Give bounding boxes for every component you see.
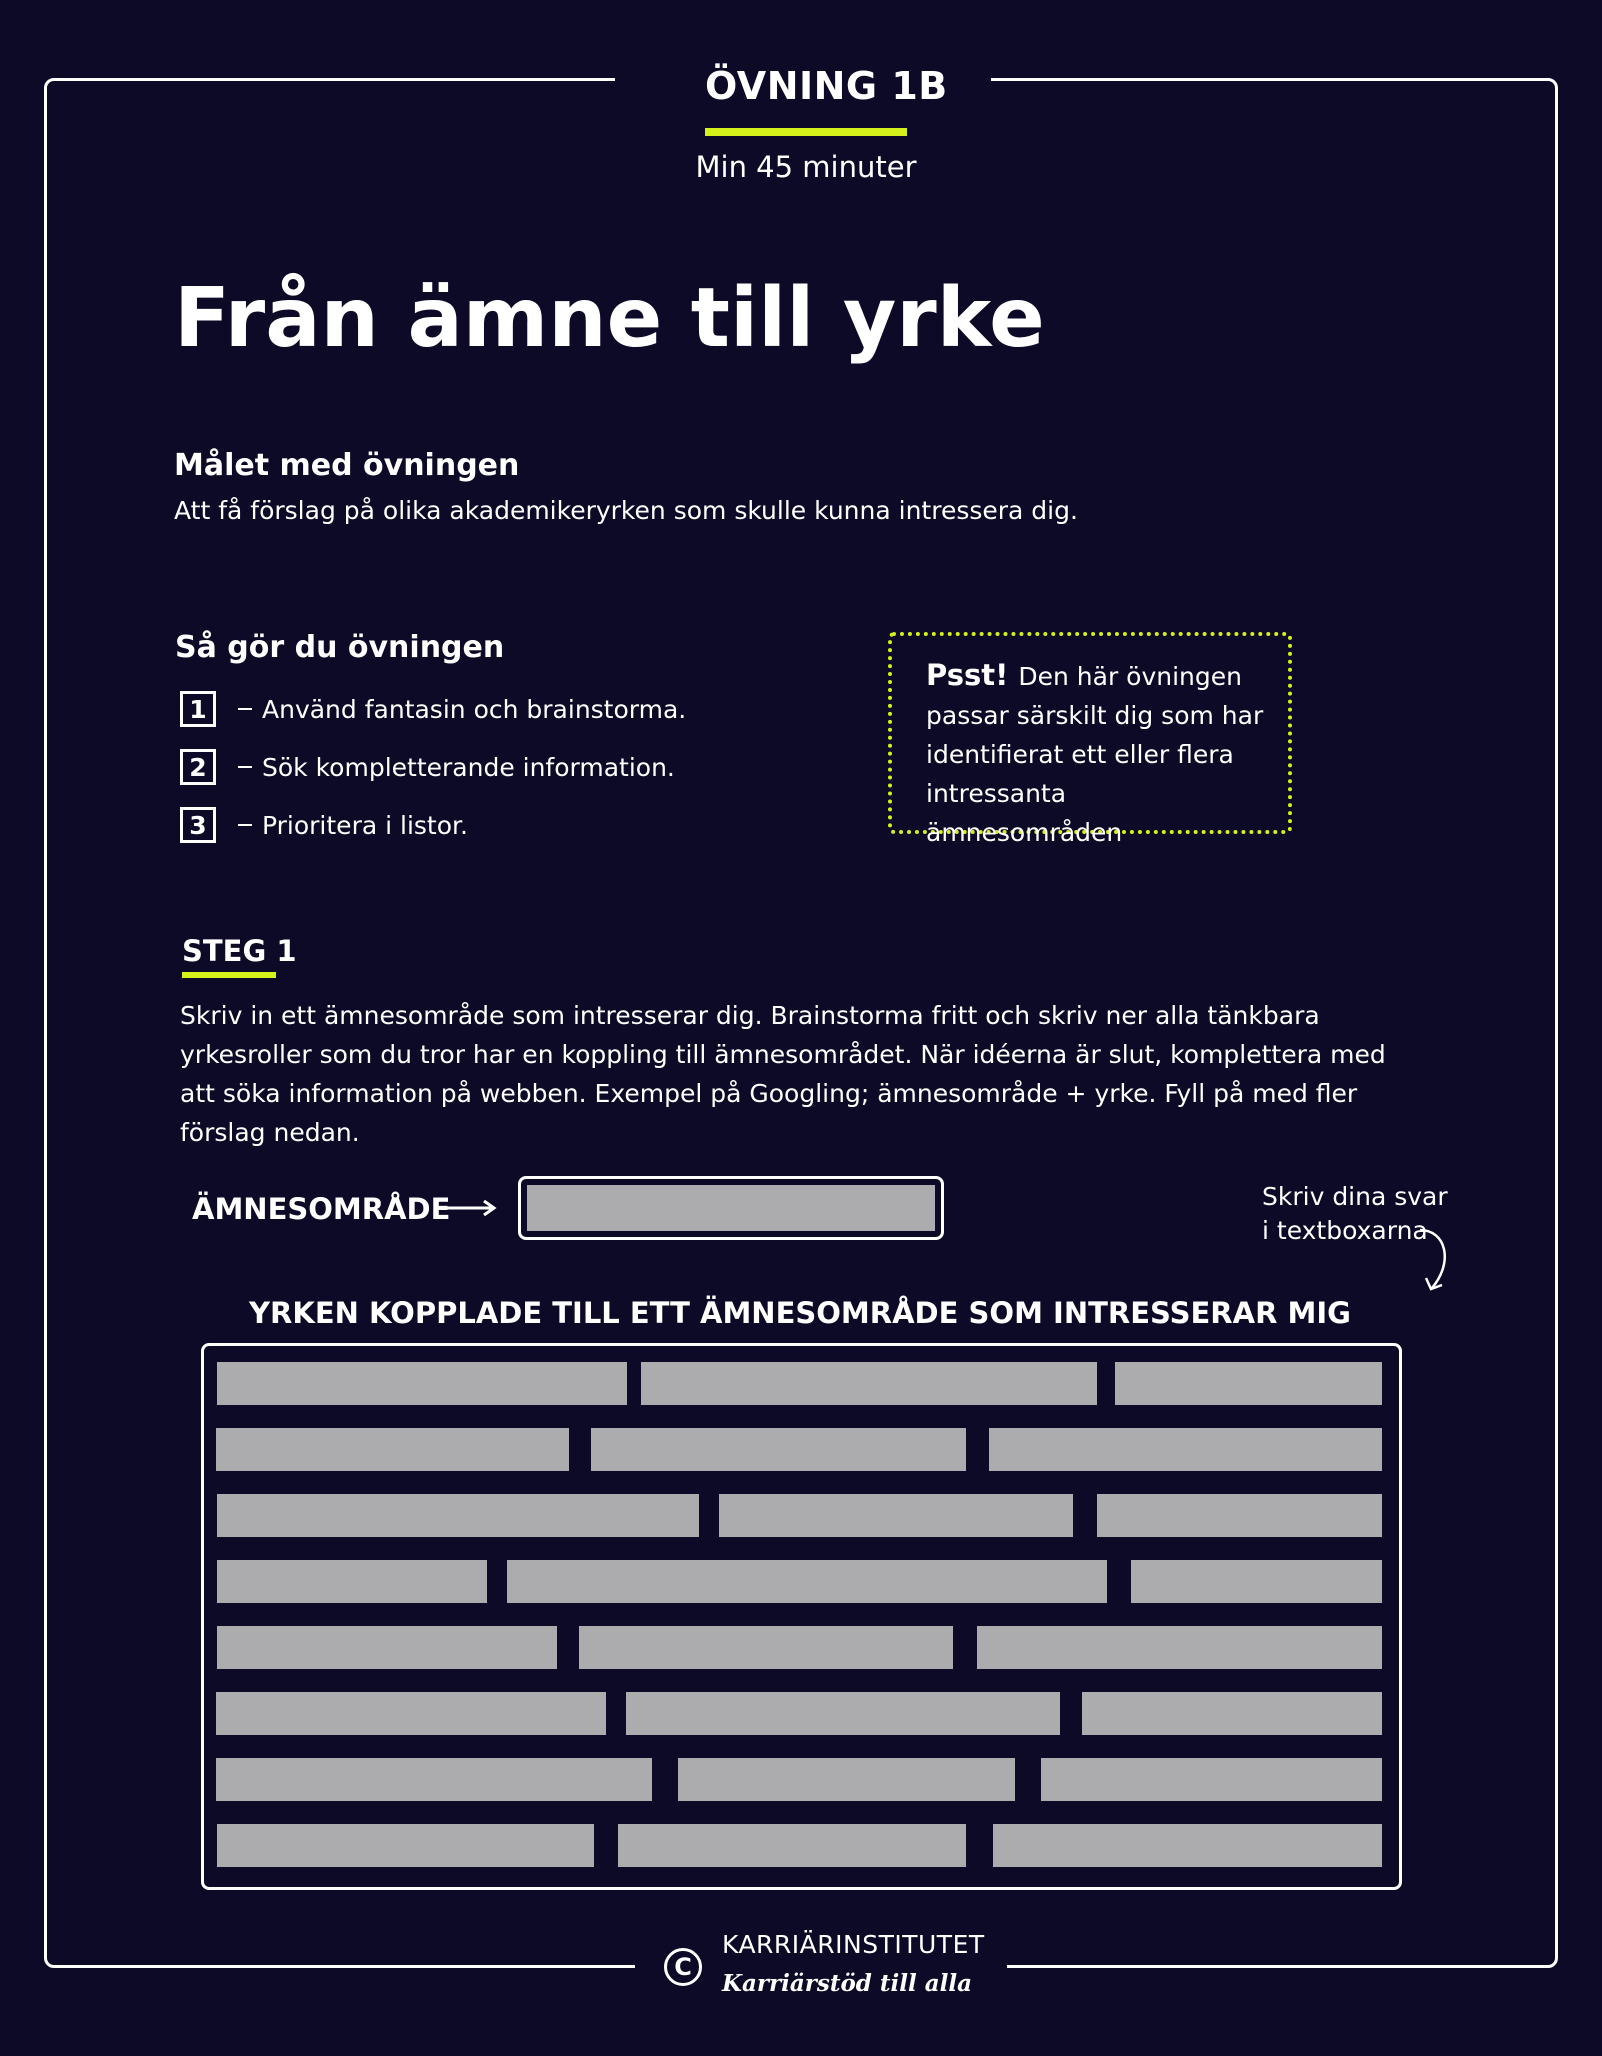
instruction-steps	[180, 688, 686, 862]
answer-textbox[interactable]	[216, 1692, 606, 1735]
arrow-right-icon	[434, 1197, 500, 1219]
answer-textbox[interactable]	[993, 1824, 1382, 1867]
subject-area-input[interactable]	[527, 1185, 935, 1231]
psst-callout	[888, 632, 1292, 847]
answer-textbox[interactable]	[977, 1626, 1382, 1669]
step1-label-underline	[182, 972, 276, 978]
answer-textbox[interactable]	[217, 1560, 487, 1603]
step-text: Prioritera i listor.	[262, 810, 468, 840]
step-dash	[238, 824, 252, 826]
curved-arrow-icon	[1412, 1222, 1462, 1296]
page-title: Från ämne till yrke	[174, 271, 1045, 366]
answer-textbox[interactable]	[618, 1824, 966, 1867]
answer-textbox[interactable]	[216, 1758, 652, 1801]
answer-textbox[interactable]	[1097, 1494, 1382, 1537]
answer-textbox[interactable]	[217, 1362, 627, 1405]
how-heading: Så gör du övningen	[175, 630, 505, 665]
step1-instructions: Skriv in ett ämnesområde som intresserar dig. Brainstorma fritt och skriv ner alla tänkbara yrkesroller som du tror har en koppling till ämnesområdet. När idéerna är slut, komplettera med att söka information på webben. Exempel på Googling; ämnesområde + yrke. Fyll på med fler förslag nedan.	[180, 1001, 1386, 1147]
copyright-icon: C	[664, 1948, 702, 1986]
answer-textbox[interactable]	[217, 1824, 594, 1867]
answers-heading: YRKEN KOPPLADE TILL ETT ÄMNESOMRÅDE SOM INTRESSERAR MIG	[249, 1296, 1351, 1330]
subject-area-field-frame	[518, 1176, 944, 1240]
exercise-label-underline	[705, 128, 907, 136]
organization-name: KARRIÄRINSTITUTET	[722, 1930, 985, 1959]
answer-hint-line: Skriv dina svar	[1262, 1182, 1448, 1211]
answer-textbox[interactable]	[1082, 1692, 1382, 1735]
exercise-duration: Min 45 minuter	[695, 150, 917, 184]
answer-textbox[interactable]	[719, 1494, 1073, 1537]
answer-textbox[interactable]	[989, 1428, 1382, 1471]
step-number-badge: 3	[180, 807, 216, 843]
organization-tagline: Karriärstöd till alla	[722, 1970, 973, 1997]
answer-textbox[interactable]	[1131, 1560, 1382, 1603]
exercise-label: ÖVNING 1B	[705, 64, 948, 108]
psst-text: Den här övningen passar särskilt dig som har identifierat ett eller flera intressanta ämnesområden	[926, 662, 1264, 847]
step-number-badge: 1	[180, 691, 216, 727]
step-dash	[238, 766, 252, 768]
instruction-step	[180, 804, 686, 846]
step-number-badge: 2	[180, 749, 216, 785]
step-dash	[238, 708, 252, 710]
answer-textbox[interactable]	[1041, 1758, 1382, 1801]
subject-area-label: ÄMNESOMRÅDE	[192, 1192, 451, 1226]
answer-textbox[interactable]	[507, 1560, 1107, 1603]
instruction-step	[180, 688, 686, 730]
answer-textbox[interactable]	[678, 1758, 1015, 1801]
instruction-step	[180, 746, 686, 788]
answer-textbox[interactable]	[217, 1494, 699, 1537]
answer-textbox[interactable]	[217, 1626, 557, 1669]
step1-label: STEG 1	[182, 934, 297, 968]
answer-hint-line: i textboxarna	[1262, 1216, 1428, 1245]
answer-textbox[interactable]	[1115, 1362, 1382, 1405]
answer-textbox[interactable]	[641, 1362, 1097, 1405]
answer-textbox[interactable]	[216, 1428, 569, 1471]
psst-lead: Psst!	[926, 658, 1009, 692]
answers-grid	[201, 1343, 1402, 1890]
goal-text: Att få förslag på olika akademikeryrken som skulle kunna intressera dig.	[174, 496, 1078, 525]
goal-heading: Målet med övningen	[174, 448, 520, 483]
answer-textbox[interactable]	[579, 1626, 953, 1669]
answer-textbox[interactable]	[591, 1428, 966, 1471]
step-text: Använd fantasin och brainstorma.	[262, 694, 687, 724]
answer-textbox[interactable]	[626, 1692, 1060, 1735]
step-text: Sök kompletterande information.	[262, 752, 675, 782]
